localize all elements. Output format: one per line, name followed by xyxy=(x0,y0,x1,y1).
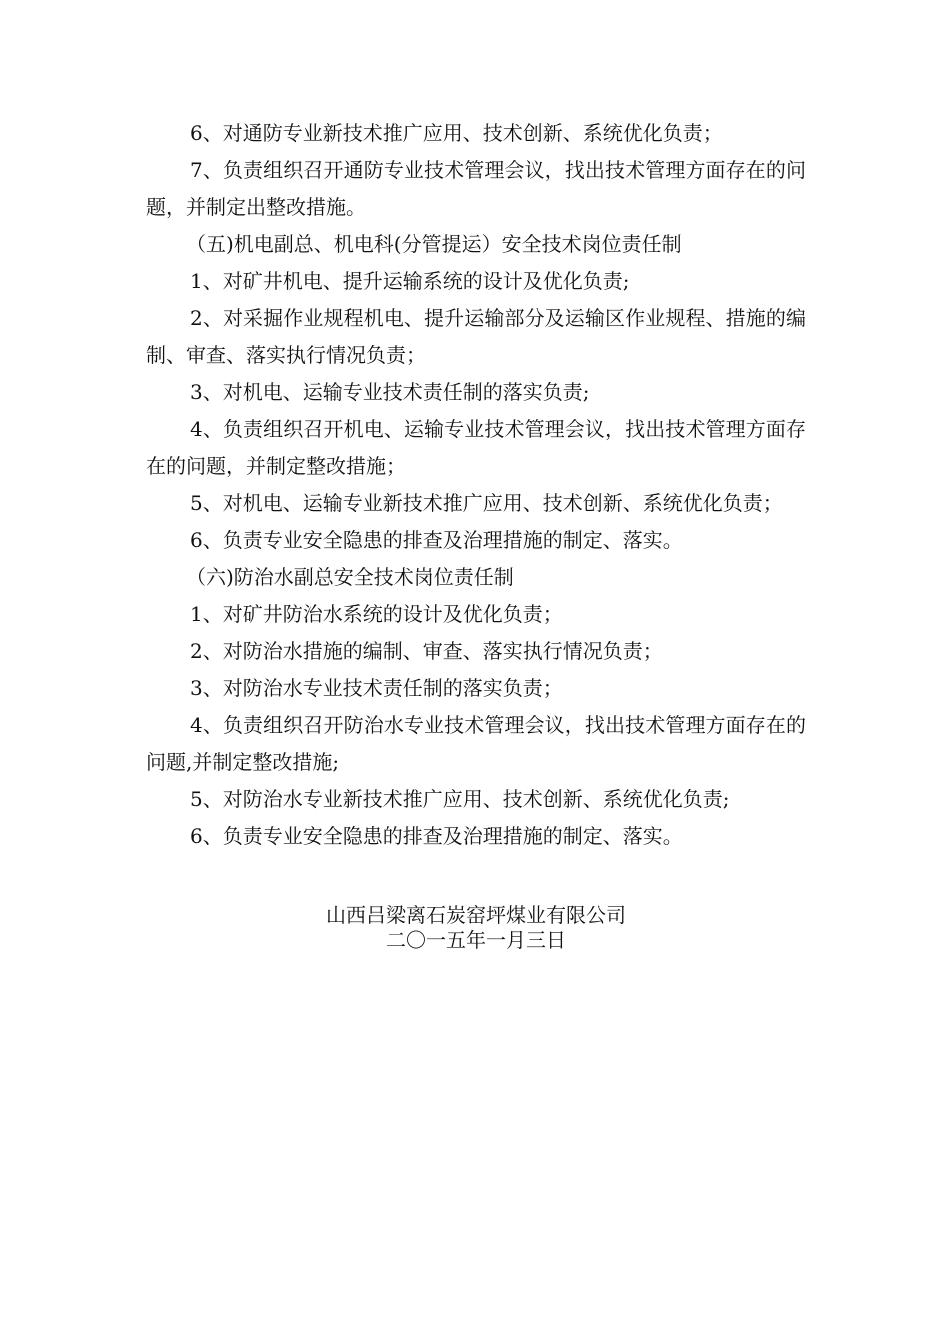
signature-date: 二〇一五年一月三日 xyxy=(386,928,566,952)
paragraph-electromechanical-item-1: 1、对矿井机电、提升运输系统的设计及优化负责; xyxy=(190,269,630,293)
paragraph-water-control-item-4: 4、负责组织召开防治水专业技术管理会议，找出技术管理方面存在的问题,并制定整改措施; xyxy=(146,713,806,774)
section-heading-water-control: （六)防治水副总安全技术岗位责任制 xyxy=(186,565,514,589)
paragraph-ventilation-item-7: 7、负责组织召开通防专业技术管理会议，找出技术管理方面存在的问题，并制定出整改措施。 xyxy=(146,158,806,219)
paragraph-water-control-item-2: 2、对防治水措施的编制、审查、落实执行情况负责； xyxy=(190,639,663,663)
paragraph-water-control-item-1: 1、对矿井防治水系统的设计及优化负责； xyxy=(190,602,563,626)
paragraph-electromechanical-item-3: 3、对机电、运输专业技术责任制的落实负责; xyxy=(190,380,590,404)
document-body xyxy=(146,115,806,855)
paragraph-ventilation-item-6: 6、对通防专业新技术推广应用、技术创新、系统优化负责； xyxy=(190,121,723,145)
signature-company: 山西吕梁离石炭窑坪煤业有限公司 xyxy=(326,903,626,927)
paragraph-electromechanical-item-5: 5、对机电、运输专业新技术推广应用、技术创新、系统优化负责； xyxy=(190,491,783,515)
paragraph-water-control-item-3: 3、对防治水专业技术责任制的落实负责； xyxy=(190,676,563,700)
paragraph-water-control-item-5: 5、对防治水专业新技术推广应用、技术创新、系统优化负责; xyxy=(190,787,730,811)
section-heading-electromechanical: （五)机电副总、机电科(分管提运）安全技术岗位责任制 xyxy=(186,232,682,256)
paragraph-electromechanical-item-4: 4、负责组织召开机电、运输专业技术管理会议，找出技术管理方面存在的问题，并制定整改措施； xyxy=(146,417,806,478)
paragraph-electromechanical-item-2: 2、对采掘作业规程机电、提升运输部分及运输区作业规程、措施的编制、审查、落实执行情况负责； xyxy=(146,306,806,367)
paragraph-electromechanical-item-6: 6、负责专业安全隐患的排查及治理措施的制定、落实。 xyxy=(190,528,683,552)
paragraph-water-control-item-6: 6、负责专业安全隐患的排查及治理措施的制定、落实。 xyxy=(190,824,683,848)
